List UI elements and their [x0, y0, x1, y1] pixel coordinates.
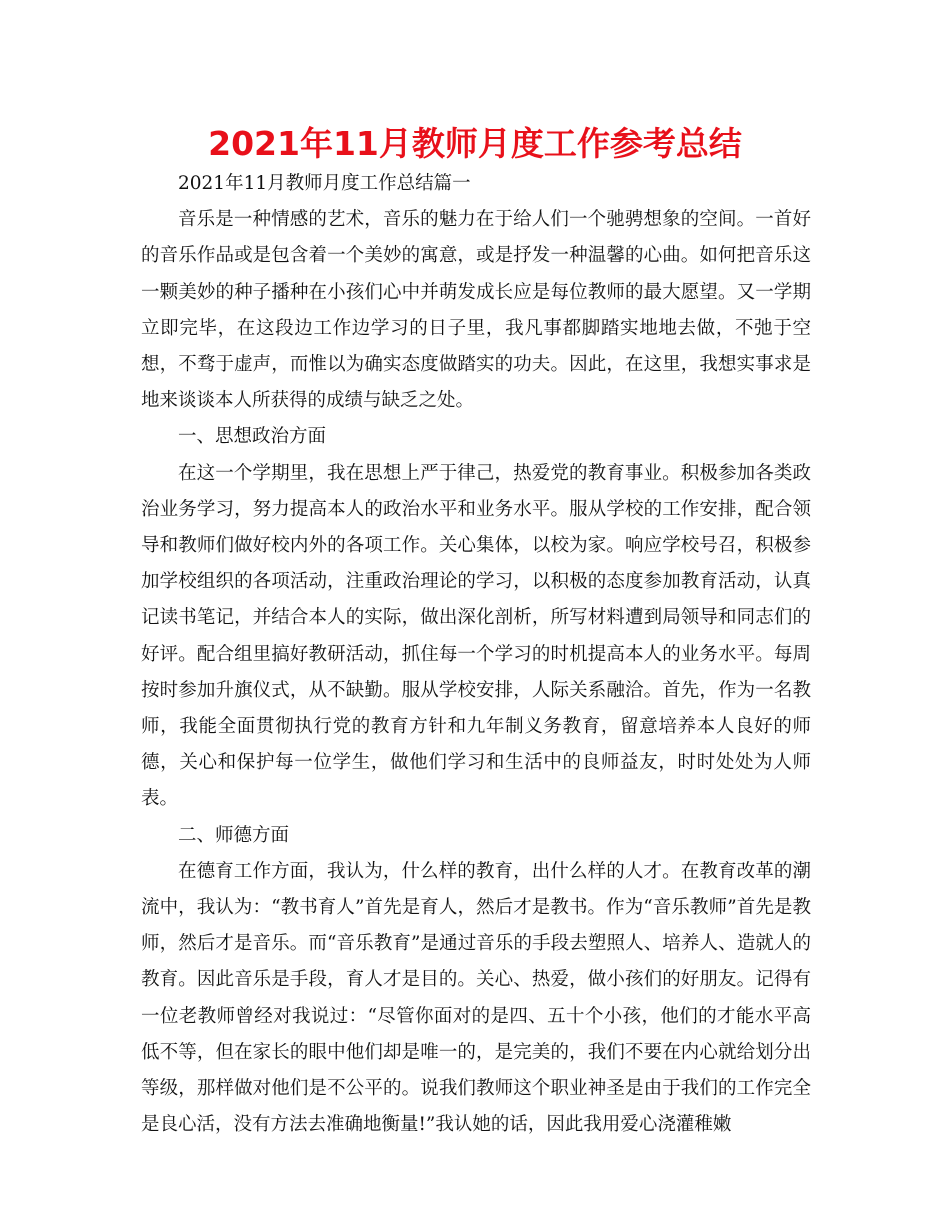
section-heading-politics: 一、思想政治方面: [178, 426, 327, 448]
section-heading-ethics: 二、师德方面: [178, 824, 290, 846]
section-paragraph-ethics: 在德育工作方面，我认为，什么样的教育，出什么样的人才。在教育改革的潮流中，我认为：“教书育人”首先是育人，然后才是教书。作为“音乐教师”首先是教师，然后才是音乐。而“音乐教育”是通过音乐的手段去塑照人、培养人、造就人的教育。因此音乐是手段，育人才是目的。关心、热爱，做小孩们的好朋友。记得有一位老教师曾经对我说过：“尽管你面对的是四、五十个小孩，他们的才能水平高低不等，但在家长的眼中他们却是唯一的，是完美的，我们不要在内心就给划分出等级，那样做对他们是不公平的。说我们教师这个职业神圣是由于我们的工作完全是良心活，没有方法去准确地衡量!”我认她的话，因此我用爱心浇灌稚嫩: [141, 860, 811, 1136]
document-subtitle: 2021年11月教师月度工作总结篇一: [178, 173, 471, 194]
section-paragraph-politics: 在这一个学期里，我在思想上严于律己，热爱党的教育事业。积极参加各类政治业务学习，努力提高本人的政治水平和业务水平。服从学校的工作安排，配合领导和教师们做好校内外的各项工作。关心集体，以校为家。响应学校号召，积极参加学校组织的各项活动，注重政治理论的学习，以积极的态度参加教育活动，认真记读书笔记，并结合本人的实际，做出深化剖析，所写材料遭到局领导和同志们的好评。配合组里搞好教研活动，抓住每一个学习的时机提高本人的业务水平。每周按时参加升旗仪式，从不缺勤。服从学校安排，人际关系融洽。首先，作为一名教师，我能全面贯彻执行党的教育方针和九年制义务教育，留意培养本人良好的师德，关心和保护每一位学生，做他们学习和生活中的良师益友，时时处处为人师表。: [141, 462, 811, 810]
document-body: [141, 166, 811, 1143]
document-title: 2021年11月教师月度工作参考总结: [208, 124, 742, 163]
intro-paragraph: 音乐是一种情感的艺术，音乐的魅力在于给人们一个驰骋想象的空间。一首好的音乐作品或是包含着一个美妙的寓意，或是抒发一种温馨的心曲。如何把音乐这一颗美妙的种子播种在小孩们心中并萌发成长应是每位教师的最大愿望。又一学期立即完毕，在这段边工作边学习的日子里，我凡事都脚踏实地地去做，不弛于空想，不骛于虚声，而惟以为确实态度做踏实的功夫。因此，在这里，我想实事求是地来谈谈本人所获得的成绩与缺乏之处。: [141, 209, 811, 412]
